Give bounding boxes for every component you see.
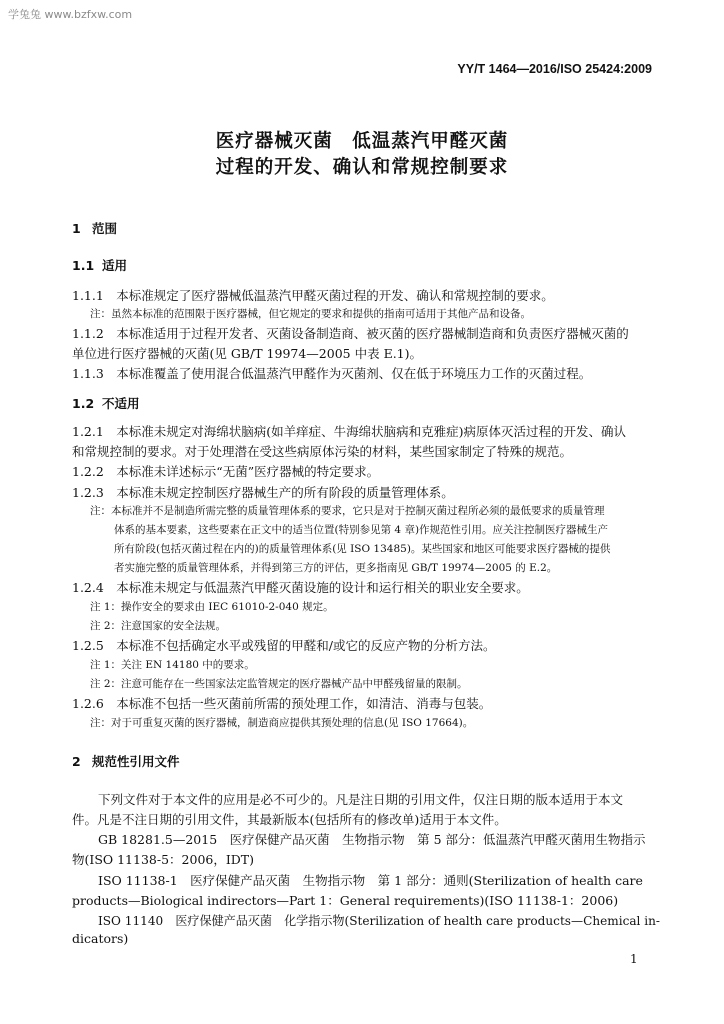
clause-1-2-1-line-2: 和常规控制的要求。对于处理潜在受这些病原体污染的材料，某些国家制定了特殊的规范。	[72, 444, 573, 459]
reference-iso-11140-line-1: ISO 11140 医疗保健产品灭菌 化学指示物(Sterilization of health care products—Chemical in-	[98, 913, 661, 928]
clause-1-1-2-line-1: 1.1.2 本标准适用于过程开发者、灭菌设备制造商、被灭菌的医疗器械制造商和负责医疗器械灭菌的	[72, 326, 629, 341]
note-1-2-3-line-2: 体系的基本要素，这些要素在正文中的适当位置(特别参见第 4 章)作规范性引用。应关注控制医疗器械生产	[114, 524, 609, 536]
subsection-heading-applicable	[72, 256, 127, 274]
references-intro-line-2: 件。凡是不注日期的引用文件，其最新版本(包括所有的修改单)适用于本文件。	[72, 812, 507, 827]
clause-1-2-6: 1.2.6 本标准不包括一些灭菌前所需的预处理工作，如清洁、消毒与包装。	[72, 696, 492, 711]
note-1-1-1: 注：虽然本标准的范围限于医疗器械，但它规定的要求和提供的指南可适用于其他产品和设备。	[90, 308, 531, 320]
reference-gb-18281-5-line-2: 物(ISO 11138-5：2006，IDT)	[72, 852, 255, 867]
note-1-2-5-1: 注 1：关注 EN 14180 中的要求。	[90, 659, 255, 671]
subsection-label: 不适用	[102, 396, 140, 411]
section-label: 规范性引用文件	[92, 754, 180, 769]
section-label: 范围	[92, 221, 118, 236]
subsection-label: 适用	[102, 258, 128, 273]
note-1-2-4-2: 注 2：注意国家的安全法规。	[90, 620, 227, 632]
page-number: 1	[630, 952, 638, 966]
document-title-line-1: 医疗器械灭菌 低温蒸汽甲醛灭菌	[215, 131, 509, 152]
section-number: 2	[72, 754, 81, 769]
clause-1-2-2: 1.2.2 本标准未详述标示“无菌”医疗器械的特定要求。	[72, 464, 380, 479]
standard-code: YY/T 1464—2016/ISO 25424:2009	[457, 62, 652, 76]
subsection-heading-not-applicable	[72, 394, 140, 412]
section-heading-normative-references	[72, 752, 180, 770]
clause-1-2-3: 1.2.3 本标准未规定控制医疗器械生产的所有阶段的质量管理体系。	[72, 485, 454, 500]
references-intro-line-1: 下列文件对于本文件的应用是必不可少的。凡是注日期的引用文件，仅注日期的版本适用于本文	[98, 792, 624, 807]
clause-1-1-2-line-2: 单位进行医疗器械的灭菌(见 GB/T 19974—2005 中表 E.1)。	[72, 346, 422, 361]
note-1-2-6: 注：对于可重复灭菌的医疗器械，制造商应提供其预处理的信息(见 ISO 17664)。	[90, 717, 474, 729]
reference-iso-11138-1-line-1: ISO 11138-1 医疗保健产品灭菌 生物指示物 第 1 部分：通则(Sterilization of health care	[98, 873, 643, 888]
note-1-2-3-line-3: 所有阶段(包括灭菌过程在内的)的质量管理体系(见 ISO 13485)。某些国家和地区可能要求医疗器械的提供	[114, 543, 611, 555]
note-1-2-3-line-1: 注：本标准并不是制造所需完整的质量管理体系的要求，它只是对于控制灭菌过程所必须的最低要求的质量管理	[90, 505, 605, 517]
clause-1-2-5: 1.2.5 本标准不包括确定水平或残留的甲醛和/或它的反应产物的分析方法。	[72, 638, 496, 653]
note-1-2-3-line-4: 者实施完整的质量管理体系，并得到第三方的评估，更多指南见 GB/T 19974—2005 的 E.2。	[114, 562, 558, 574]
clause-1-1-3: 1.1.3 本标准覆盖了使用混合低温蒸汽甲醛作为灭菌剂、仅在低于环境压力工作的灭菌过程。	[72, 366, 592, 381]
note-1-2-5-2: 注 2：注意可能存在一些国家法定监管规定的医疗器械产品中甲醛残留量的限制。	[90, 678, 468, 690]
clause-1-2-1-line-1: 1.2.1 本标准未规定对海绵状脑病(如羊痒症、牛海绵状脑病和克雅症)病原体灭活过程的开发、确认	[72, 424, 627, 439]
reference-iso-11138-1-line-2: products—Biological indirectors—Part 1：General requirements)(ISO 11138-1：2006)	[72, 893, 619, 908]
section-heading-scope	[72, 219, 117, 237]
document-title-line-2: 过程的开发、确认和常规控制要求	[215, 157, 509, 178]
note-1-2-4-1: 注 1：操作安全的要求由 IEC 61010-2-040 规定。	[90, 601, 334, 613]
clause-1-2-4: 1.2.4 本标准未规定与低温蒸汽甲醛灭菌设施的设计和运行相关的职业安全要求。	[72, 580, 529, 595]
watermark: 学兔兔 www.bzfxw.com	[8, 8, 133, 21]
reference-iso-11140-line-2: dicators)	[72, 931, 129, 946]
reference-gb-18281-5-line-1: GB 18281.5—2015 医疗保健产品灭菌 生物指示物 第 5 部分：低温蒸汽甲醛灭菌用生物指示	[98, 832, 646, 847]
subsection-number: 1.1	[72, 258, 95, 273]
section-number: 1	[72, 221, 81, 236]
subsection-number: 1.2	[72, 396, 95, 411]
clause-1-1-1: 1.1.1 本标准规定了医疗器械低温蒸汽甲醛灭菌过程的开发、确认和常规控制的要求。	[72, 288, 554, 303]
